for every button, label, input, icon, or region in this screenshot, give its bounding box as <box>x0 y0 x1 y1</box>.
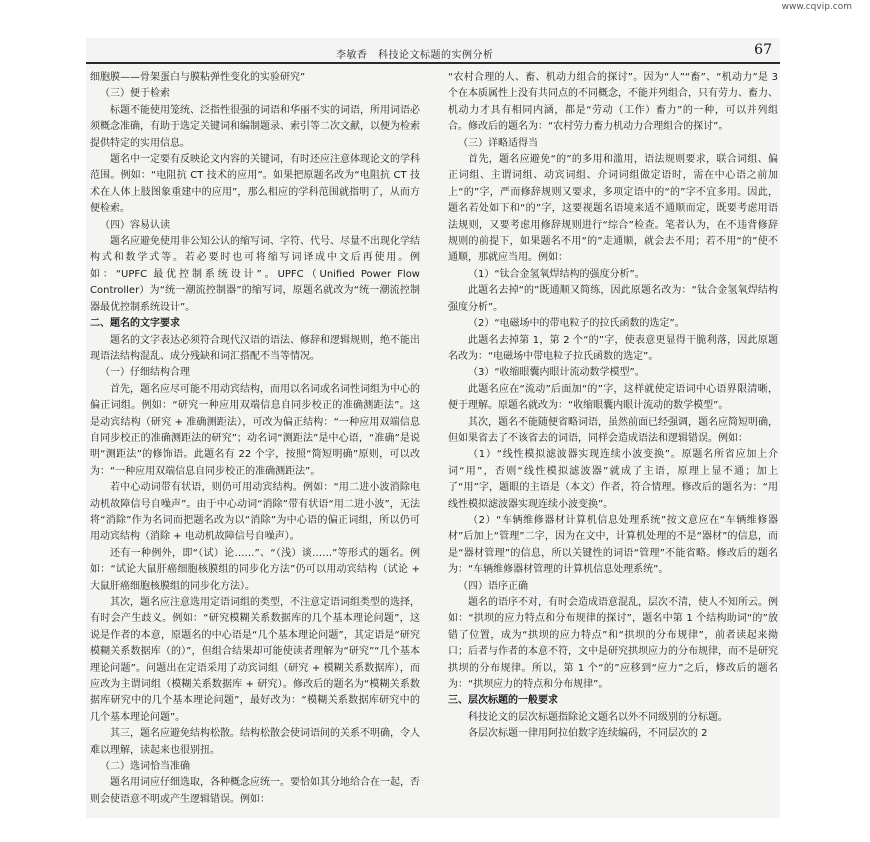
paragraph: （3）“收缩眼囊内眼计流动数学模型”。 <box>468 367 645 379</box>
paragraph: 题名中一定要有反映论文内容的关键词，有时还应注意体现论文的学科范围。例如：“电阻抗 CT 技术的应用”。如果把原题名改为“电阻抗 CT 技术在人体上肢图象重建中的应用”，那么相应的学科范围就指明了，从而方便检索。 <box>90 154 420 215</box>
paragraph: （1）“钛合金氢氧焊结构的强度分析”。 <box>468 268 645 280</box>
paragraph: 此题名应在“流动”后面加“的”字，这样就使定语词中心语界限清晰，便于理解。原题名就改为：“收缩眼囊内眼计流动的数学模型”。 <box>448 383 778 412</box>
page-header <box>86 40 780 64</box>
paragraph: （1）“线性模拟滤波器实现连续小波变换”。原题名所省应加上介词“用”，否则“线性模拟滤波器”就成了主语，原理上显不通；加上了“用”字，题眼的主语是（本文）作者，符合情理。修改后的题名为：“用线性模拟滤波器实现连续小波变换”。 <box>448 449 778 510</box>
document-page <box>86 38 780 818</box>
paragraph: 此题名去掉第 1，第 2 个“的”字，使表意更显得干脆利落，因此原题名改为：“电磁场中带电粒子拉氏函数的选定”。 <box>448 334 778 362</box>
paragraph: 标题不能使用笼统、泛指性很强的词语和华丽不实的词语，所用词语必须概念准确，有助于选定关键词和编制题录、索引等二次文献，以便为检索提供特定的实用信息。 <box>90 104 420 149</box>
right-column <box>448 70 778 810</box>
paragraph: （2）“车辆维修器材计算机信息处理系统”按文意应在“车辆维修器材”后加上“管理”二字，因为在文中，计算机处理的不是“器材”的信息，而是“器材管理”的信息，所以关键性的词语“管理”不能省略。修改后的题名为：“车辆维修器材管理的计算机信息处理系统”。 <box>448 514 778 576</box>
paragraph: （2）“电磁场中的带电粒子的拉氏函数的选定”。 <box>468 318 685 330</box>
paragraph: 还有一种例外，即“（试）论……”、“（浅）谈……”等形式的题名。例如：“试论大鼠肝癌细胞核膜组的同步化方法”仍可以用动宾结构（试论 + 大鼠肝癌细胞核膜组的同步化方法）。 <box>90 547 420 592</box>
left-column <box>90 70 420 810</box>
subsection-heading: （四）容易认读 <box>100 219 170 231</box>
subsection-heading: （二）选词恰当准确 <box>100 761 190 773</box>
section-heading: 二、题名的文字要求 <box>90 318 180 330</box>
subsection-heading: （三）详略适得当 <box>458 137 538 149</box>
paragraph: 其次，题名应注意选用定语词组的类型，不注意定语词组类型的选择，有时会产生歧义。例如：“研究模糊关系数据库的几个基本理论问题”，这说是作者的本意，原题名的中心语是“几个基本理论问题”，其定语是“研究模糊关系数据库（的）”，但组合结果却可能使读者理解为“研究”“几个基本理论问题”。问题出在定语采用了动宾词组（研究 + 模糊关系数据库），而应改为主谓词组（模糊关系数据库 + 研究）。修改后的题名为“模糊关系数据库研究中的几个基本理论问题”，最好改为：“模糊关系数据库研究中的几个基本理论问题”。 <box>90 597 420 723</box>
paragraph-continued: 细胞膜——骨架蛋白与膜粘弹性变化的实验研究” <box>90 72 306 83</box>
paragraph: 题名应避免使用非公知公认的缩写词、字符、代号、尽量不出现化学结构式和数学式等。若必要时也可将缩写词译成中文后再使用。例如：“UPFC 最优控制系统设计”。UPFC（Unified Power Flow Controller）为“统一潮流控制器”的缩写词，原题名就改为“统一潮流控制器最优控制系统设计”。 <box>90 236 420 313</box>
paragraph: 首先，题名应尽可能不用动宾结构，而用以名词或名词性词组为中心的偏正词组。例如：“研究一种应用双端信息自同步校正的准确测距法”。这是动宾结构（研究 + 准确测距法），可改为偏正结构：“一种应用双端信息自同步校正的准确测距法的研究”；动名词“测距法”是中心语，“准确”是说明“测距法”的修饰语。此题名有 22 个字，按照“简短明确”原则，可以改为：“一种应用双端信息自同步校正的准确测距法”。 <box>90 383 420 477</box>
paragraph: 首先，题名应避免“的”的多用和滥用，语法规则要求，联合词组、偏正词组、主谓词组、动宾词组、介词词组做定语时，需在中心语之前加上“的”字，严而修辞规则又要求，多项定语中的“的”字不宜多用。因此，题名若处如下和“的”字，这要视题名语境来适不通顺而定，既要考虑用语法规则，又要考虑用修辞规则进行“综合”检查。笔者认为，在不违背修辞规则的前提下，如果题名不用“的”走通顺，就会去不用；若不用“的”使不通顺，那就应当用。例如： <box>448 154 778 264</box>
paragraph: 其三，题名应避免结构松散。结构松散会使词语间的关系不明确，令人难以理解，读起来也很别扭。 <box>90 728 420 756</box>
paragraph: 若中心动词带有状语，则仍可用动宾结构。例如：“用二进小波消除电动机故障信号自噪声”。由于中心动词“消除”带有状语“用二进小波”，无法将“消除”作为名词而把题名改为以“消除”为中心语的偏正词组，所以仍可用动宾结构（消除 + 电动机故障信号自噪声）。 <box>90 482 420 543</box>
subsection-heading: （四）语序正确 <box>458 580 528 592</box>
section-heading: 三、层次标题的一般要求 <box>448 695 558 707</box>
running-head: 李敏香 科技论文标题的实例分析 <box>336 50 494 61</box>
paragraph: 题名的语序不对，有时会造成语意混乱，层次不清，使人不知所云。例如：“拱坝的应力特点和分布规律的探讨”，题名中第 1 个结构助词“的”放错了位置，成为“拱坝的应力特点”和“拱坝的分布规律”，前者读起来拗口；后者与作者的本意不符，文中是研究拱坝应力的分布规律，而不是研究拱坝的分布规律。所以，第 1 个“的”应移到“应力”之后，修改后的题名为：“拱坝应力的特点和分布规律”。 <box>448 597 778 691</box>
paragraph: 各层次标题一律用阿拉伯数字连续编码，不同层次的 2 <box>468 728 708 740</box>
paragraph: 此题名去掉“的”既通顺又简练，因此原题名改为：“钛合金氢氧焊结构强度分析”。 <box>448 285 778 313</box>
paragraph: 其次，题名不能随便省略词语，虽然前面已经强调，题名应简短明确，但如果省去了不该省去的词语，同样会造成语法和逻辑错误。例如： <box>448 416 778 444</box>
paragraph-continued: “农村合理的人、畜、机动力组合的探讨”。因为“人”“畜”、“机动力”是 3 个在本质属性上没有共同点的不同概念，不能并列组合，只有劳力、畜力、机动力才具有相同内涵，都是“劳动（工作）畜力”的一种，可以并列组合。修改后的题名为：“农村劳力畜力机动力合理组合的探讨”。 <box>448 72 778 133</box>
subsection-heading: （一）仔细结构合理 <box>100 367 190 379</box>
paragraph: 科技论文的层次标题指除论文题名以外不同级别的分标题。 <box>468 711 728 723</box>
subsection-heading: （三）便于检索 <box>100 88 170 100</box>
watermark: www.cqvip.com <box>781 2 852 12</box>
page-number: 67 <box>754 42 772 58</box>
paragraph: 题名的文字表达必须符合现代汉语的语法、修辞和逻辑规则，绝不能出现语法结构混乱、成分残缺和词汇搭配不当等情况。 <box>90 334 420 362</box>
paragraph: 题名用词应仔细选取，各种概念应统一。要恰如其分地给合在一起，否则会使语意不明或产生逻辑错误。例如： <box>90 777 420 805</box>
